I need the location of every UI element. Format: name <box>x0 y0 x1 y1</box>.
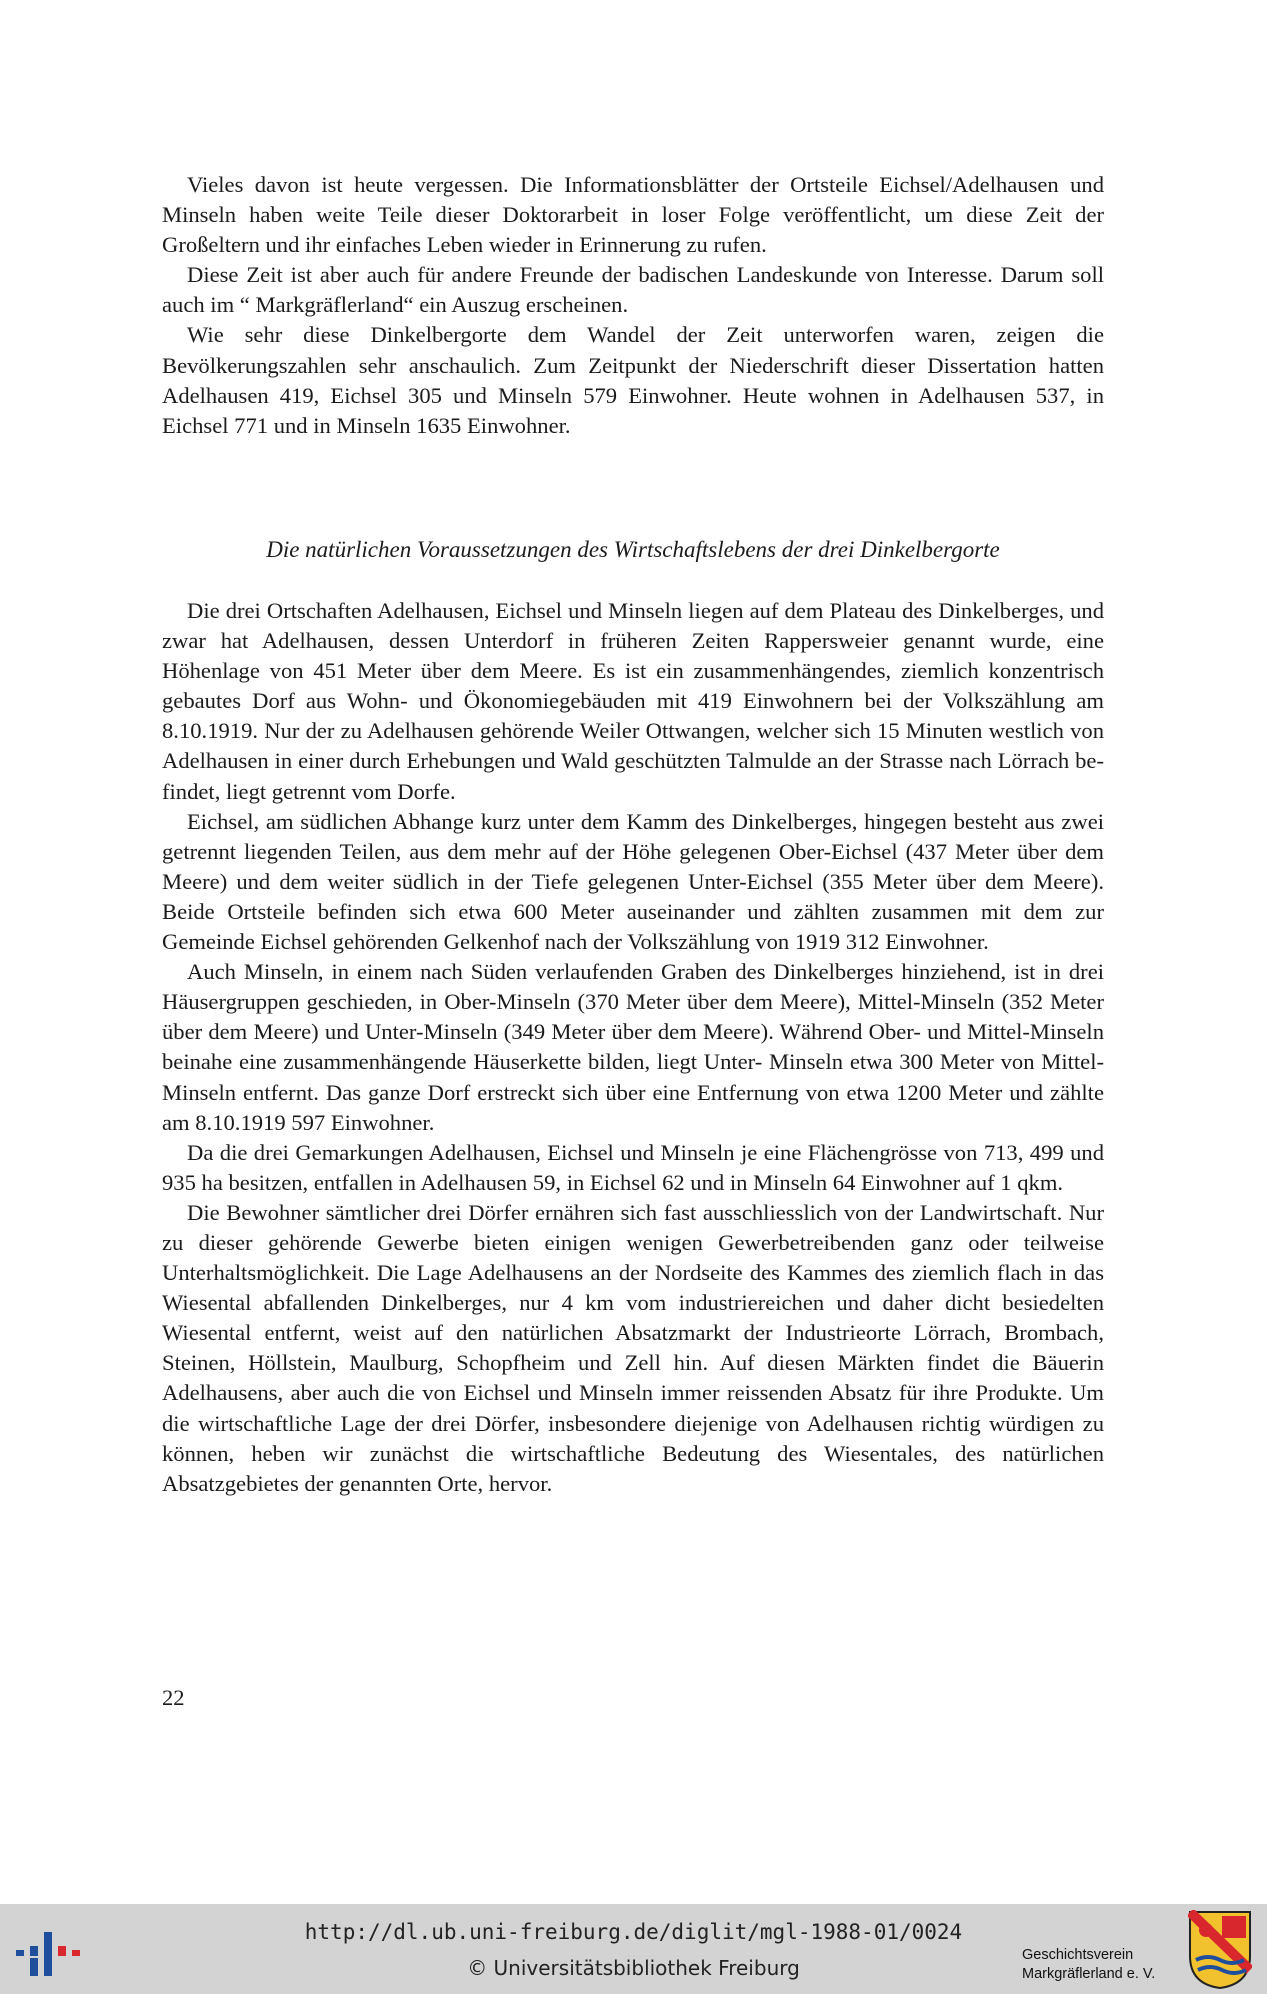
intro-section <box>162 170 1104 441</box>
society-name-line2: Markgräflerland e. V. <box>1022 1966 1156 1982</box>
copyright-notice: © Universitätsbibliothek Freiburg <box>467 1956 800 1980</box>
page-number: 22 <box>162 1685 185 1710</box>
paragraph: Diese Zeit ist aber auch für andere Freunde der badischen Landeskunde von Interesse. Darum soll auch im “ Markgräflerland“ ein Auszug erscheinen. <box>162 262 1104 318</box>
society-name-line1: Geschichtsverein <box>1022 1947 1134 1963</box>
paragraph: Die drei Ortschaften Adelhausen, Eichsel und Minseln liegen auf dem Plateau des Dinkelberges, und zwar hat Adelhausen, dessen Unterdorf in früheren Zeiten Rappersweier genannt wurde, eine Höhenlage von 451 Meter über dem Meere. Es ist ein zusammenhängendes, ziemlich konzentrisch gebautes Dorf aus Wohn- und Ökonomiegebäuden mit 419 Einwohnern bei der Volkszählung am 8.10.1919. Nur der zu Adelhausen gehörende Weiler Ottwangen, welcher sich 15 Minuten westlich von Adelhausen in einer durch Erhebungen und Wald geschützten Talmulde an der Strasse nach Lörrach befindet, liegt getrennt vom Dorfe. <box>162 598 1104 804</box>
footer-bar <box>0 1904 1267 1994</box>
paragraph: Wie sehr diese Dinkelbergorte dem Wandel der Zeit unterworfen waren, zeigen die Bevölkerungszahlen sehr anschaulich. Zum Zeitpunkt der Niederschrift dieser Dissertation hatten Adelhausen 419, Eichsel 305 und Minseln 579 Einwohner. Heute wohnen in Adelhausen 537, in Eichsel 771 und in Minseln 1635 Einwohner. <box>162 322 1104 438</box>
society-name <box>1022 1946 1155 1984</box>
main-section <box>162 596 1104 1499</box>
paragraph: Da die drei Gemarkungen Adelhausen, Eichsel und Minseln je eine Flächengrösse von 713, 499 und 935 ha besitzen, entfallen in Adelhausen 59, in Eichsel 62 und in Minseln 64 Einwohner auf 1 qkm. <box>162 1139 1104 1195</box>
coat-of-arms-icon <box>1188 1910 1252 1990</box>
paragraph: Vieles davon ist heute vergessen. Die Informationsblätter der Ortsteile Eichsel/Adelhausen und Minseln haben weite Teile dieser Doktorarbeit in loser Folge veröffentlicht, um diese Zeit der Großeltern und ihr einfaches Leben wieder in Erinnerung zu rufen. <box>162 172 1104 258</box>
paragraph: Eichsel, am südlichen Abhange kurz unter dem Kamm des Dinkelberges, hingegen besteht aus zwei getrennt liegenden Teilen, aus dem mehr auf der Höhe gelegenen Ober-Eichsel (437 Meter über dem Meere) und dem weiter südlich in der Tiefe gelegenen Unter-Eichsel (355 Meter über dem Meere). Beide Ortsteile befinden sich etwa 600 Meter auseinander und zählten zusammen mit dem zur Gemeinde Eichsel gehörenden Gelkenhof nach der Volkszählung von 1919 312 Einwohner. <box>162 808 1104 955</box>
paragraph: Auch Minseln, in einem nach Süden verlaufenden Graben des Dinkelberges hinziehend, ist in drei Häusergruppen geschieden, in Ober-Minseln (370 Meter über dem Meere), Mittel-Minseln (352 Meter über dem Meere) und Unter-Minseln (349 Meter über dem Meere). Während Ober- und Mittel-Minseln beinahe eine zusammenhängende Häuserkette bilden, liegt Unter- Minseln etwa 300 Meter von Mittel-Minseln entfernt. Das ganze Dorf erstreckt sich über eine Entfernung von etwa 1200 Meter und zählte am 8.10.1919 597 Einwohner. <box>162 959 1104 1135</box>
document-url-link[interactable]: http://dl.ub.uni-freiburg.de/diglit/mgl-1988-01/0024 <box>304 1920 963 1944</box>
paragraph: Die Bewohner sämtlicher drei Dörfer ernähren sich fast ausschliesslich von der Landwirtschaft. Nur zu dieser gehörende Gewerbe bieten einigen wenigen Gewerbetreibenden ganz oder teilweise Unterhaltsmöglichkeit. Die Lage Adelhausens an der Nordseite des Kammes des ziemlich flach in das Wiesental abfallenden Dinkelberges, nur 4 km vom industriereichen und daher dicht besiedelten Wiesental entfernt, weist auf den natürlichen Absatzmarkt der Industrieorte Lörrach, Brombach, Steinen, Höllstein, Maulburg, Schopfheim und Zell hin. Auf diesen Märkten findet die Bäuerin Adelhausens, aber auch die von Eichsel und Minseln immer reissenden Absatz für ihre Produkte. Um die wirtschaftliche Lage der drei Dörfer, insbesondere diejenige von Adelhausen richtig würdigen zu können, heben wir zunächst die wirtschaftliche Bedeutung des Wiesentales, des natürlichen Absatzgebietes der genannten Orte, hervor. <box>162 1199 1104 1496</box>
section-heading: Die natürlichen Voraussetzungen des Wirtschaftslebens der drei Dinkelbergorte <box>266 537 1000 562</box>
